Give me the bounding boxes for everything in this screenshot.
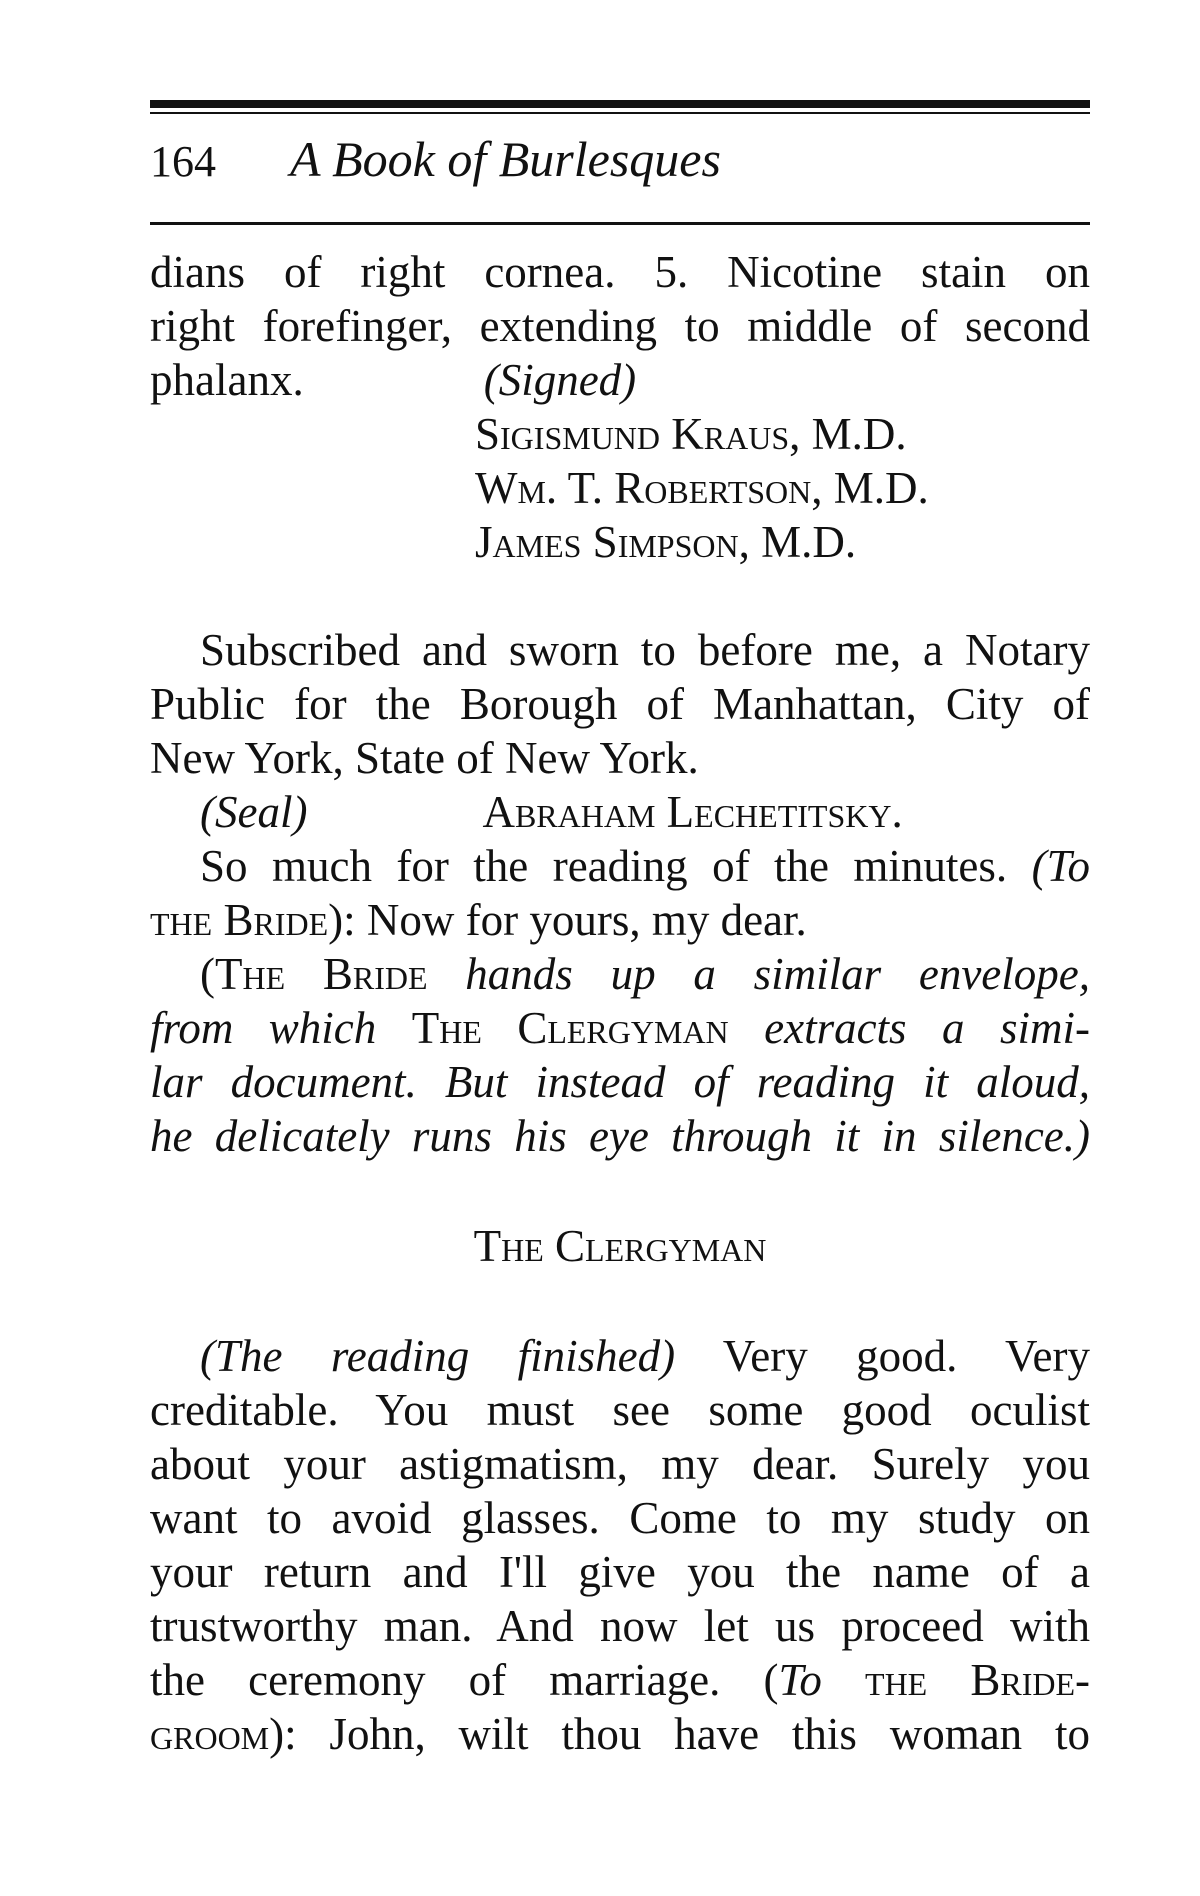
- stage-direction-line: he delicately runs his eye through it in silence.): [150, 1111, 1090, 1161]
- signature-1: Sigismund Kraus, M.D.: [475, 409, 907, 459]
- page-number: 164: [150, 137, 216, 186]
- text-line: creditable. You must see some good oculist: [150, 1385, 1090, 1435]
- text-line: the ceremony of marriage. (To the Bride-: [150, 1655, 1091, 1705]
- text-line: want to avoid glasses. Come to my study on: [150, 1493, 1090, 1543]
- text-line: Public for the Borough of Manhattan, City of: [150, 679, 1090, 729]
- text-line: (The reading finished) Very good. Very: [200, 1331, 1091, 1381]
- seal-label: (Seal): [200, 787, 308, 837]
- header-rule-bottom: [150, 222, 1090, 225]
- text-line: right forefinger, extending to middle of second: [150, 301, 1090, 351]
- speaker-heading: The Clergyman: [473, 1221, 767, 1271]
- text-line: the Bride): Now for yours, my dear.: [150, 895, 807, 945]
- text-line: So much for the reading of the minutes. (To: [200, 841, 1091, 891]
- seal-line: [150, 785, 1090, 839]
- text-line: New York, State of New York.: [150, 733, 699, 783]
- header-rule-thick: [150, 100, 1090, 108]
- header-rule-double: [150, 112, 1090, 114]
- text-line: groom): John, wilt thou have this woman to: [150, 1709, 1090, 1759]
- stage-direction-line: (The Bride hands up a similar envelope,: [200, 949, 1090, 999]
- text-line: your return and I'll give you the name of a: [150, 1547, 1090, 1597]
- signed-label: (Signed): [483, 355, 637, 405]
- page-body: [150, 245, 1090, 1761]
- notary-name: Abraham Lechetitsky.: [482, 787, 903, 837]
- running-header: [150, 130, 1090, 222]
- signature-2: Wm. T. Robertson, M.D.: [475, 463, 929, 513]
- running-title: A Book of Burlesques: [290, 131, 721, 187]
- text-line: Subscribed and sworn to before me, a Notary: [200, 625, 1090, 675]
- text-line: trustworthy man. And now let us proceed with: [150, 1601, 1090, 1651]
- text-line: about your astigmatism, my dear. Surely you: [150, 1439, 1090, 1489]
- text-line: dians of right cornea. 5. Nicotine stain on: [150, 247, 1090, 297]
- stage-direction-line: lar document. But instead of reading it aloud,: [150, 1057, 1090, 1107]
- signature-3: James Simpson, M.D.: [475, 517, 857, 567]
- stage-direction-line: from which The Clergyman extracts a simi-: [150, 1003, 1090, 1053]
- book-page: [150, 100, 1090, 1761]
- text-line: phalanx. (Signed): [150, 355, 637, 405]
